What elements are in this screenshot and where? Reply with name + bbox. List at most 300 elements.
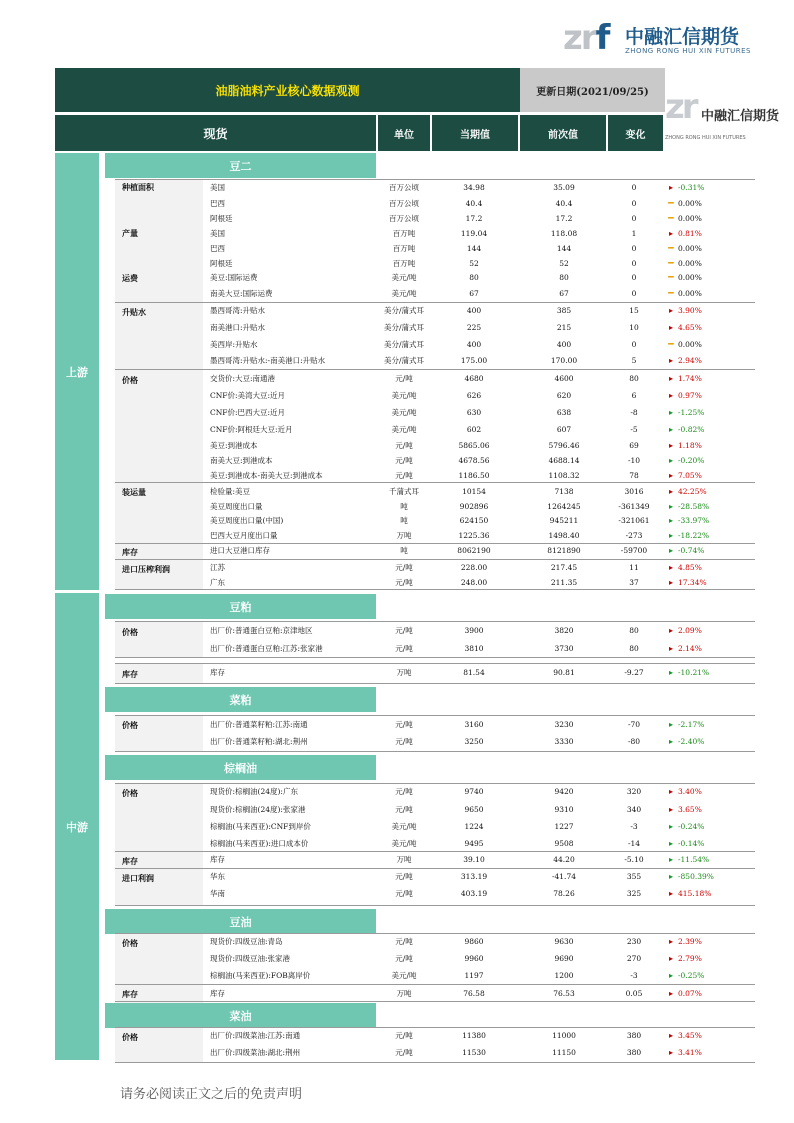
row-change-value: -70 xyxy=(627,720,641,729)
row-item: 墨西哥湾:升贴水 xyxy=(210,306,266,315)
row-change-percent: 2.14% xyxy=(678,644,702,653)
row-change-value: 78 xyxy=(629,471,639,480)
trend-down-icon: ▸ xyxy=(668,531,673,540)
header-previous: 前次值 xyxy=(520,115,606,151)
row-item: 华东 xyxy=(210,872,225,881)
row-change-percent: 0.00% xyxy=(678,259,702,268)
row-change-percent: -0.74% xyxy=(678,546,705,555)
table-row xyxy=(0,226,794,242)
trend-down-icon: ▸ xyxy=(668,425,673,434)
row-change-value: 80 xyxy=(629,626,639,635)
row-current-value: 400 xyxy=(466,340,482,349)
trend-up-icon: ▸ xyxy=(668,1031,673,1040)
table-row xyxy=(0,337,794,353)
table-row xyxy=(0,196,794,212)
row-change-percent: -850.39% xyxy=(678,872,714,881)
row-change-percent: 0.00% xyxy=(678,214,702,223)
row-previous-value: 9310 xyxy=(554,805,574,814)
section-soy-oil: 豆油 xyxy=(105,909,376,934)
row-item: 出厂价:普通菜籽粕:江苏:南通 xyxy=(210,720,308,729)
row-previous-value: 7138 xyxy=(554,487,574,496)
row-unit: 元/吨 xyxy=(395,644,413,653)
table-row xyxy=(0,560,794,576)
trend-up-icon: ▸ xyxy=(668,889,673,898)
trend-flat-icon: ━ xyxy=(668,273,674,283)
table-row xyxy=(0,869,794,885)
row-change-value: -5.10 xyxy=(624,855,644,864)
trend-down-icon: ▸ xyxy=(668,872,673,881)
row-current-value: 902896 xyxy=(459,502,489,511)
trend-up-icon: ▸ xyxy=(668,391,673,400)
row-change-percent: -33.97% xyxy=(678,516,710,525)
row-change-percent: -2.40% xyxy=(678,737,705,746)
row-previous-value: 638 xyxy=(556,408,572,417)
row-change-percent: -0.25% xyxy=(678,971,705,980)
table-row xyxy=(0,784,794,800)
row-item: 华南 xyxy=(210,889,225,898)
row-current-value: 4678.56 xyxy=(458,456,490,465)
trend-up-icon: ▸ xyxy=(668,578,673,587)
row-previous-value: 9420 xyxy=(554,787,574,796)
category-label: 进口压榨利润 xyxy=(122,564,170,574)
row-current-value: 1186.50 xyxy=(458,471,490,480)
table-row xyxy=(0,968,794,984)
row-item: 巴西 xyxy=(210,244,225,253)
row-item: 南美大豆:到港成本 xyxy=(210,456,273,465)
row-previous-value: 1264245 xyxy=(547,502,581,511)
row-unit: 吨 xyxy=(400,516,408,525)
trend-up-icon: ▸ xyxy=(668,626,673,635)
row-change-value: 11 xyxy=(629,563,639,572)
row-change-value: 320 xyxy=(626,787,642,796)
row-change-percent: 42.25% xyxy=(678,487,707,496)
trend-up-icon: ▸ xyxy=(668,323,673,332)
row-item: 出厂价:普通蛋白豆粕:江苏:张家港 xyxy=(210,644,323,653)
row-previous-value: 400 xyxy=(556,340,572,349)
row-previous-value: 620 xyxy=(556,391,572,400)
row-current-value: 228.00 xyxy=(460,563,488,572)
category-label: 产量 xyxy=(122,228,138,238)
company-logo: zrf 中融汇信期货 ZHONG RONG HUI XIN FUTURES xyxy=(563,18,751,58)
row-current-value: 602 xyxy=(466,425,482,434)
trend-up-icon: ▸ xyxy=(668,954,673,963)
row-unit: 元/吨 xyxy=(395,374,413,383)
row-change-percent: 0.81% xyxy=(678,229,702,238)
row-item: 墨西哥湾:升贴水:-南美港口:升贴水 xyxy=(210,356,326,365)
row-previous-value: 144 xyxy=(556,244,572,253)
row-change-percent: 3.90% xyxy=(678,306,702,315)
table-row xyxy=(0,717,794,733)
row-unit: 美分/蒲式耳 xyxy=(383,323,425,332)
row-current-value: 17.2 xyxy=(465,214,483,223)
category-label: 装运量 xyxy=(122,487,146,497)
table-row xyxy=(0,836,794,852)
trend-up-icon: ▸ xyxy=(668,487,673,496)
row-previous-value: 5796.46 xyxy=(548,441,580,450)
row-unit: 万吨 xyxy=(396,668,412,677)
row-previous-value: 215 xyxy=(556,323,572,332)
header-current: 当期值 xyxy=(432,115,518,151)
header-spot: 现货 xyxy=(55,115,376,151)
divider xyxy=(115,657,755,658)
table-row xyxy=(0,513,794,529)
divider xyxy=(115,905,755,906)
table-row xyxy=(0,353,794,369)
row-previous-value: 385 xyxy=(556,306,572,315)
row-change-value: 15 xyxy=(629,306,639,315)
row-unit: 万吨 xyxy=(396,989,412,998)
row-previous-value: 11000 xyxy=(552,1031,576,1040)
row-change-value: 380 xyxy=(626,1031,642,1040)
row-change-percent: 0.00% xyxy=(678,289,702,298)
row-unit: 元/吨 xyxy=(395,937,413,946)
row-item: 库存 xyxy=(210,855,225,864)
trend-down-icon: ▸ xyxy=(668,971,673,980)
trend-flat-icon: ━ xyxy=(668,289,674,299)
table-row xyxy=(0,575,794,591)
row-item: 交货价:大豆:南通港 xyxy=(210,374,276,383)
row-previous-value: 4600 xyxy=(554,374,574,383)
row-unit: 元/吨 xyxy=(395,441,413,450)
row-unit: 元/吨 xyxy=(395,1031,413,1040)
row-change-value: 0 xyxy=(631,259,637,268)
trend-down-icon: ▸ xyxy=(668,546,673,555)
row-change-value: -14 xyxy=(627,839,641,848)
trend-down-icon: ▸ xyxy=(668,720,673,729)
row-unit: 美元/吨 xyxy=(391,425,417,434)
row-current-value: 10154 xyxy=(462,487,486,496)
table-row xyxy=(0,241,794,257)
row-current-value: 626 xyxy=(466,391,482,400)
row-current-value: 1225.36 xyxy=(458,531,490,540)
table-row xyxy=(0,734,794,750)
row-item: 现货价:四级豆油:青岛 xyxy=(210,937,283,946)
row-unit: 百万吨 xyxy=(392,244,416,253)
row-unit: 元/吨 xyxy=(395,563,413,572)
company-name-en: ZHONG RONG HUI XIN FUTURES xyxy=(625,47,751,55)
row-change-value: -321061 xyxy=(618,516,650,525)
row-item: 进口大豆港口库存 xyxy=(210,546,270,555)
table-row xyxy=(0,320,794,336)
row-item: CNF价:美湾大豆:近月 xyxy=(210,391,286,400)
row-change-percent: 2.79% xyxy=(678,954,702,963)
row-item: 现货价:四级豆油:张家港 xyxy=(210,954,291,963)
row-unit: 元/吨 xyxy=(395,787,413,796)
row-unit: 元/吨 xyxy=(395,872,413,881)
trend-down-icon: ▸ xyxy=(668,668,673,677)
row-current-value: 80 xyxy=(469,273,479,282)
row-change-value: 69 xyxy=(629,441,639,450)
category-label: 升贴水 xyxy=(122,307,146,317)
row-unit: 美分/蒲式耳 xyxy=(383,306,425,315)
row-change-percent: 1.18% xyxy=(678,441,702,450)
row-change-value: 10 xyxy=(629,323,639,332)
divider xyxy=(115,1062,755,1063)
row-change-value: 270 xyxy=(626,954,642,963)
row-unit: 元/吨 xyxy=(395,626,413,635)
row-item: 阿根廷 xyxy=(210,214,233,223)
table-row xyxy=(0,802,794,818)
row-unit: 百万吨 xyxy=(392,229,416,238)
table-row xyxy=(0,951,794,967)
report-title: 油脂油料产业核心数据观测 xyxy=(55,68,520,112)
trend-flat-icon: ━ xyxy=(668,214,674,224)
category-label: 库存 xyxy=(122,856,138,866)
row-current-value: 9860 xyxy=(464,937,484,946)
row-unit: 百万公顷 xyxy=(389,199,419,208)
trend-up-icon: ▸ xyxy=(668,1048,673,1057)
row-change-percent: 0.00% xyxy=(678,244,702,253)
row-current-value: 9650 xyxy=(464,805,484,814)
row-change-value: -8 xyxy=(630,408,638,417)
row-change-value: 0 xyxy=(631,289,637,298)
row-unit: 元/吨 xyxy=(395,737,413,746)
row-item: 巴西 xyxy=(210,199,225,208)
row-change-value: 0 xyxy=(631,244,637,253)
trend-up-icon: ▸ xyxy=(668,937,673,946)
table-row xyxy=(0,438,794,454)
row-change-value: 80 xyxy=(629,644,639,653)
category-label: 价格 xyxy=(122,1032,138,1042)
row-item: 检验量:美豆 xyxy=(210,487,251,496)
row-change-percent: -0.31% xyxy=(678,183,705,192)
trend-up-icon: ▸ xyxy=(668,644,673,653)
divider xyxy=(115,663,755,664)
row-change-percent: -0.24% xyxy=(678,822,705,831)
row-current-value: 3160 xyxy=(464,720,484,729)
row-item: 棕榈油(马来西亚):CNF到岸价 xyxy=(210,822,311,831)
trend-up-icon: ▸ xyxy=(668,441,673,450)
row-unit: 美元/吨 xyxy=(391,391,417,400)
row-change-value: -5 xyxy=(630,425,638,434)
table-row xyxy=(0,211,794,227)
row-item: 南美大豆:国际运费 xyxy=(210,289,273,298)
row-current-value: 630 xyxy=(466,408,482,417)
company-name-cn: 中融汇信期货 xyxy=(625,26,740,48)
row-current-value: 144 xyxy=(466,244,482,253)
row-change-percent: 0.07% xyxy=(678,989,702,998)
table-row xyxy=(0,852,794,868)
row-change-percent: 7.05% xyxy=(678,471,702,480)
section-rapemeal: 菜粕 xyxy=(105,687,376,712)
row-unit: 美元/吨 xyxy=(391,273,417,282)
row-current-value: 248.00 xyxy=(460,578,488,587)
row-current-value: 11380 xyxy=(462,1031,486,1040)
row-change-percent: 3.41% xyxy=(678,1048,702,1057)
row-change-value: -3 xyxy=(630,971,638,980)
disclaimer-note: 请务必阅读正文之后的免责声明 xyxy=(120,1087,303,1102)
row-change-percent: 3.65% xyxy=(678,805,702,814)
table-row xyxy=(0,180,794,196)
trend-up-icon: ▸ xyxy=(668,805,673,814)
row-unit: 美元/吨 xyxy=(391,289,417,298)
trend-up-icon: ▸ xyxy=(668,356,673,365)
row-unit: 元/吨 xyxy=(395,578,413,587)
row-change-value: 6 xyxy=(631,391,637,400)
row-item: 美豆周度出口量(中国) xyxy=(210,516,284,525)
row-item: 出厂价:四级菜油:湖北:荆州 xyxy=(210,1048,301,1057)
row-current-value: 67 xyxy=(469,289,479,298)
row-change-percent: 0.00% xyxy=(678,199,702,208)
row-current-value: 3810 xyxy=(464,644,484,653)
category-label: 价格 xyxy=(122,788,138,798)
row-change-percent: 3.40% xyxy=(678,787,702,796)
row-change-percent: 3.45% xyxy=(678,1031,702,1040)
divider xyxy=(115,715,755,716)
company-watermark-logo: zr 中融汇信期货 ZHONG RONG HUI XIN FUTURES xyxy=(665,87,780,141)
row-unit: 百万吨 xyxy=(392,259,416,268)
row-current-value: 9740 xyxy=(464,787,484,796)
category-label: 库存 xyxy=(122,547,138,557)
row-previous-value: 217.45 xyxy=(550,563,578,572)
row-previous-value: 1227 xyxy=(554,822,574,831)
table-row xyxy=(0,270,794,286)
divider xyxy=(115,984,755,985)
table-row xyxy=(0,371,794,387)
trend-up-icon: ▸ xyxy=(668,563,673,572)
row-unit: 元/吨 xyxy=(395,805,413,814)
row-current-value: 1224 xyxy=(464,822,484,831)
row-item: 巴西大豆月度出口量 xyxy=(210,531,278,540)
row-item: CNF价:阿根廷大豆:近月 xyxy=(210,425,293,434)
table-row xyxy=(0,286,794,302)
row-change-value: 230 xyxy=(626,937,642,946)
row-item: 美国 xyxy=(210,183,225,192)
row-change-value: 3016 xyxy=(624,487,644,496)
table-row xyxy=(0,422,794,438)
row-change-value: 0 xyxy=(631,183,637,192)
update-date: 更新日期(2021/09/25) xyxy=(520,68,665,112)
row-change-percent: -28.58% xyxy=(678,502,710,511)
trend-up-icon: ▸ xyxy=(668,183,673,192)
row-unit: 元/吨 xyxy=(395,1048,413,1057)
row-change-percent: 17.34% xyxy=(678,578,707,587)
row-item: 库存 xyxy=(210,668,225,677)
row-current-value: 225 xyxy=(466,323,482,332)
trend-up-icon: ▸ xyxy=(668,471,673,480)
row-unit: 元/吨 xyxy=(395,889,413,898)
row-item: 出厂价:普通蛋白豆粕:京津地区 xyxy=(210,626,313,635)
row-unit: 元/吨 xyxy=(395,471,413,480)
row-previous-value: -41.74 xyxy=(551,872,576,881)
divider xyxy=(115,751,755,752)
row-previous-value: 118.08 xyxy=(550,229,578,238)
table-row xyxy=(0,484,794,500)
row-change-percent: -18.22% xyxy=(678,531,710,540)
table-row xyxy=(0,528,794,544)
trend-up-icon: ▸ xyxy=(668,989,673,998)
row-change-value: 0 xyxy=(631,340,637,349)
section-palm-oil: 棕榈油 xyxy=(105,755,376,780)
table-row xyxy=(0,986,794,1002)
row-current-value: 403.19 xyxy=(460,889,488,898)
row-change-value: 340 xyxy=(626,805,642,814)
table-row xyxy=(0,665,794,681)
category-label: 价格 xyxy=(122,720,138,730)
row-item: 美豆:国际运费 xyxy=(210,273,258,282)
row-item: 棕榈油(马来西亚):进口成本价 xyxy=(210,839,309,848)
table-row xyxy=(0,405,794,421)
header-change: 变化 xyxy=(608,115,663,151)
row-change-value: 0.05 xyxy=(625,989,643,998)
row-previous-value: 40.4 xyxy=(555,199,573,208)
row-previous-value: 9508 xyxy=(554,839,574,848)
row-item: 江苏 xyxy=(210,563,225,572)
row-unit: 美元/吨 xyxy=(391,408,417,417)
category-label: 库存 xyxy=(122,669,138,679)
trend-up-icon: ▸ xyxy=(668,229,673,238)
row-item: 出厂价:普通菜籽粕:湖北:荆州 xyxy=(210,737,308,746)
row-change-percent: 415.18% xyxy=(678,889,712,898)
row-current-value: 4680 xyxy=(464,374,484,383)
row-previous-value: 90.81 xyxy=(553,668,575,677)
row-current-value: 3900 xyxy=(464,626,484,635)
divider xyxy=(115,683,755,684)
row-change-percent: 2.39% xyxy=(678,937,702,946)
row-previous-value: 3730 xyxy=(554,644,574,653)
divider xyxy=(115,621,755,622)
table-row xyxy=(0,1028,794,1044)
row-previous-value: 945211 xyxy=(549,516,579,525)
table-row xyxy=(0,641,794,657)
trend-down-icon: ▸ xyxy=(668,502,673,511)
row-current-value: 1197 xyxy=(464,971,484,980)
row-change-value: 355 xyxy=(626,872,642,881)
row-previous-value: 3330 xyxy=(554,737,574,746)
row-change-value: 0 xyxy=(631,273,637,282)
trend-down-icon: ▸ xyxy=(668,737,673,746)
trend-up-icon: ▸ xyxy=(668,787,673,796)
row-current-value: 119.04 xyxy=(460,229,488,238)
row-previous-value: 11150 xyxy=(552,1048,576,1057)
row-change-percent: 0.00% xyxy=(678,340,702,349)
row-item: 现货价:棕榈油(24度):张家港 xyxy=(210,805,306,814)
row-change-percent: 2.94% xyxy=(678,356,702,365)
row-item: 美西岸:升贴水 xyxy=(210,340,258,349)
row-unit: 吨 xyxy=(400,546,408,555)
row-change-percent: 4.85% xyxy=(678,563,702,572)
row-change-value: 325 xyxy=(626,889,642,898)
row-unit: 万吨 xyxy=(396,855,412,864)
trend-up-icon: ▸ xyxy=(668,306,673,315)
row-item: 美豆:到港成本-南美大豆:到港成本 xyxy=(210,471,323,480)
row-previous-value: 78.26 xyxy=(553,889,575,898)
header-unit: 单位 xyxy=(378,115,430,151)
trend-down-icon: ▸ xyxy=(668,822,673,831)
category-label: 种植面积 xyxy=(122,182,154,192)
row-unit: 千蒲式耳 xyxy=(389,487,419,496)
category-label: 价格 xyxy=(122,938,138,948)
row-change-percent: 1.74% xyxy=(678,374,702,383)
row-previous-value: 67 xyxy=(559,289,569,298)
section-soymeal: 豆粕 xyxy=(105,594,376,619)
row-change-value: 0 xyxy=(631,199,637,208)
trend-down-icon: ▸ xyxy=(668,516,673,525)
row-change-value: -273 xyxy=(625,531,643,540)
row-previous-value: 3820 xyxy=(554,626,574,635)
row-change-value: -9.27 xyxy=(624,668,644,677)
category-label: 价格 xyxy=(122,627,138,637)
row-current-value: 9960 xyxy=(464,954,484,963)
row-previous-value: 4688.14 xyxy=(548,456,580,465)
table-row xyxy=(0,468,794,484)
row-previous-value: 1108.32 xyxy=(548,471,580,480)
row-change-percent: -11.54% xyxy=(678,855,710,864)
row-previous-value: 52 xyxy=(559,259,569,268)
table-row xyxy=(0,388,794,404)
row-current-value: 11530 xyxy=(462,1048,486,1057)
row-current-value: 3250 xyxy=(464,737,484,746)
